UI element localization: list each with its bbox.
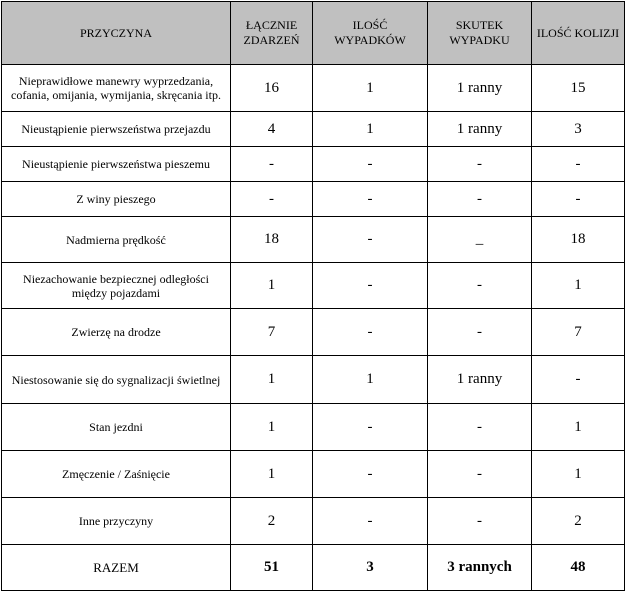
effect-cell: - bbox=[428, 451, 532, 498]
total-row bbox=[2, 545, 625, 591]
effect-cell: - bbox=[428, 404, 532, 451]
header-effect: SKUTEK WYPADKU bbox=[428, 2, 532, 65]
table-row bbox=[2, 498, 625, 545]
effect-sum: 3 rannych bbox=[428, 545, 532, 591]
accident-causes-table bbox=[1, 1, 625, 591]
collisions-cell: 1 bbox=[532, 451, 625, 498]
accidents-cell: - bbox=[313, 263, 428, 309]
accidents-cell: - bbox=[313, 309, 428, 356]
header-collisions: ILOŚĆ KOLIZJI bbox=[532, 2, 625, 65]
collisions-cell: 1 bbox=[532, 404, 625, 451]
effect-cell: 1 ranny bbox=[428, 112, 532, 147]
table-row bbox=[2, 263, 625, 309]
accidents-cell: 1 bbox=[313, 65, 428, 112]
total-cell: 1 bbox=[231, 356, 313, 404]
accidents-cell: - bbox=[313, 498, 428, 545]
effect-cell: _ bbox=[428, 217, 532, 263]
cause-cell: Niezachowanie bezpiecznej odległości między pojazdami bbox=[2, 263, 231, 309]
table-row bbox=[2, 182, 625, 217]
cause-cell: Z winy pieszego bbox=[2, 182, 231, 217]
accidents-cell: - bbox=[313, 217, 428, 263]
header-row bbox=[2, 2, 625, 65]
cause-cell: Niestosowanie się do sygnalizacji świetlnej bbox=[2, 356, 231, 404]
collisions-cell: 15 bbox=[532, 65, 625, 112]
total-cell: 16 bbox=[231, 65, 313, 112]
total-cell: 7 bbox=[231, 309, 313, 356]
header-total-events: ŁĄCZNIE ZDARZEŃ bbox=[231, 2, 313, 65]
total-cell: - bbox=[231, 182, 313, 217]
collisions-cell: 3 bbox=[532, 112, 625, 147]
table-row bbox=[2, 112, 625, 147]
table-row bbox=[2, 356, 625, 404]
collisions-cell: 7 bbox=[532, 309, 625, 356]
cause-cell: Stan jezdni bbox=[2, 404, 231, 451]
effect-cell: - bbox=[428, 147, 532, 182]
collisions-cell: - bbox=[532, 182, 625, 217]
total-events-sum: 51 bbox=[231, 545, 313, 591]
effect-cell: 1 ranny bbox=[428, 65, 532, 112]
collisions-cell: - bbox=[532, 356, 625, 404]
effect-cell: 1 ranny bbox=[428, 356, 532, 404]
collisions-cell: 2 bbox=[532, 498, 625, 545]
accidents-cell: - bbox=[313, 182, 428, 217]
cause-cell: Inne przyczyny bbox=[2, 498, 231, 545]
total-cell: 1 bbox=[231, 263, 313, 309]
collisions-cell: - bbox=[532, 147, 625, 182]
header-accidents: ILOŚĆ WYPADKÓW bbox=[313, 2, 428, 65]
total-cell: 2 bbox=[231, 498, 313, 545]
total-label: RAZEM bbox=[2, 545, 231, 591]
cause-cell: Nieustąpienie pierwszeństwa pieszemu bbox=[2, 147, 231, 182]
cause-cell: Nieustąpienie pierwszeństwa przejazdu bbox=[2, 112, 231, 147]
cause-cell: Nadmierna prędkość bbox=[2, 217, 231, 263]
effect-cell: - bbox=[428, 182, 532, 217]
total-cell: 18 bbox=[231, 217, 313, 263]
collisions-cell: 18 bbox=[532, 217, 625, 263]
collisions-sum: 48 bbox=[532, 545, 625, 591]
header-cause: PRZYCZYNA bbox=[2, 2, 231, 65]
accidents-cell: - bbox=[313, 451, 428, 498]
effect-cell: - bbox=[428, 498, 532, 545]
table-row bbox=[2, 65, 625, 112]
cause-cell: Nieprawidłowe manewry wyprzedzania, cofania, omijania, wymijania, skręcania itp. bbox=[2, 65, 231, 112]
effect-cell: - bbox=[428, 263, 532, 309]
cause-cell: Zmęczenie / Zaśnięcie bbox=[2, 451, 231, 498]
table-row bbox=[2, 309, 625, 356]
table-row bbox=[2, 147, 625, 182]
total-cell: - bbox=[231, 147, 313, 182]
table-row bbox=[2, 404, 625, 451]
collisions-cell: 1 bbox=[532, 263, 625, 309]
table-row bbox=[2, 217, 625, 263]
accidents-cell: 1 bbox=[313, 112, 428, 147]
total-cell: 1 bbox=[231, 404, 313, 451]
table-row bbox=[2, 451, 625, 498]
total-cell: 4 bbox=[231, 112, 313, 147]
accidents-cell: - bbox=[313, 404, 428, 451]
accidents-cell: - bbox=[313, 147, 428, 182]
accidents-sum: 3 bbox=[313, 545, 428, 591]
effect-cell: - bbox=[428, 309, 532, 356]
cause-cell: Zwierzę na drodze bbox=[2, 309, 231, 356]
total-cell: 1 bbox=[231, 451, 313, 498]
accidents-cell: 1 bbox=[313, 356, 428, 404]
